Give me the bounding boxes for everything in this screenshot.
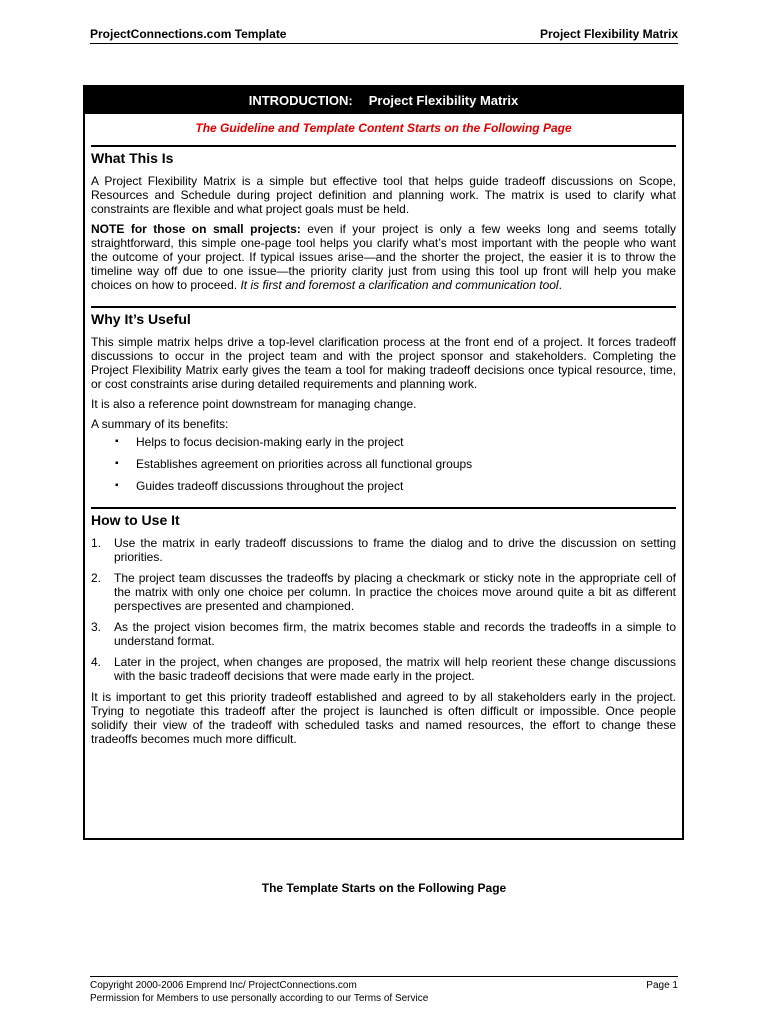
list-item bbox=[91, 536, 676, 564]
note-end: . bbox=[558, 278, 562, 292]
introduction-box bbox=[83, 85, 684, 840]
why-summary-paragraph: A summary of its benefits: bbox=[91, 417, 229, 431]
intro-content bbox=[85, 145, 682, 746]
intro-label: INTRODUCTION: bbox=[248, 93, 353, 108]
step-text: The project team discusses the tradeoffs by placing a checkmark or sticky note in the appropriate cell of the matrix with only one choice per column. In practice the choices move around quite a bit as different perspectives are presented and championed. bbox=[114, 571, 676, 613]
why-paragraph: This simple matrix helps drive a top-level clarification process at the front end of a project. It forces tradeoff discussions to occur in the project team and with the project sponsor and stakeholders. Completing the Project Flexibility Matrix early gives the team a tool for making tradeoff decisions once typical resource, time, or cost constraints arise during detailed requirements and planning work. bbox=[91, 335, 676, 391]
header-right-title: Project Flexibility Matrix bbox=[539, 27, 678, 41]
intro-subtitle: The Guideline and Template Content Starts on the Following Page bbox=[195, 121, 572, 135]
header-left-title: ProjectConnections.com Template bbox=[90, 27, 287, 41]
page-footer bbox=[90, 976, 678, 1005]
how-closing-paragraph: It is important to get this priority tradeoff established and agreed to by all stakeholders early in the project. Trying to negotiate this tradeoff after the project is launched is often difficult or impossible. Once people solidify their view of the tradeoff with scheduled tasks and named resources, the effort to change these tradeoffs becomes much more difficult. bbox=[91, 690, 676, 746]
bullet-icon: ▪ bbox=[115, 480, 119, 491]
list-item bbox=[91, 457, 676, 471]
section-heading-why: Why It’s Useful bbox=[91, 306, 676, 329]
step-number: 3. bbox=[91, 620, 102, 634]
bullet-text: Guides tradeoff discussions throughout the project bbox=[136, 479, 404, 493]
bullet-text: Helps to focus decision-making early in the project bbox=[136, 435, 404, 449]
page-number: Page 1 bbox=[646, 980, 678, 991]
template-start-notice: The Template Starts on the Following Page bbox=[261, 881, 507, 895]
intro-bar bbox=[85, 87, 682, 114]
section-heading-how: How to Use It bbox=[91, 507, 676, 530]
bullet-icon: ▪ bbox=[115, 458, 119, 469]
list-item bbox=[91, 571, 676, 613]
note-italic: It is first and foremost a clarification and communication tool bbox=[240, 278, 559, 292]
step-text: As the project vision becomes firm, the matrix becomes stable and records the tradeoffs in a simple to understand format. bbox=[114, 620, 676, 648]
step-text: Use the matrix in early tradeoff discussions to frame the dialog and to drive the discussion on setting priorities. bbox=[114, 536, 676, 564]
note-text: even if your project is only a few weeks long and seems totally straightforward, this simple one-page tool helps you clarify what’s most important with the people who want the outcome of your project. If typical issues arise—and the shorter the project, the easier it is to throw the timeline way off due to one issue—the priority clarity just from using this tool up front will help you make choices on how to proceed. bbox=[91, 222, 676, 292]
list-item bbox=[91, 620, 676, 648]
list-item bbox=[91, 655, 676, 683]
why-change-paragraph: It is also a reference point downstream for managing change. bbox=[91, 397, 417, 411]
page-header bbox=[90, 25, 678, 44]
footer-permission: Permission for Members to use personally according to our Terms of Service bbox=[90, 993, 429, 1004]
note-paragraph bbox=[91, 222, 676, 292]
what-paragraph: A Project Flexibility Matrix is a simple but effective tool that helps guide tradeoff discussions on Scope, Resources and Schedule during project definition and planning work. The matrix is used to clarify what constraints are flexible and what project goals must be held. bbox=[91, 174, 676, 216]
footer-copyright: Copyright 2000-2006 Emprend Inc/ ProjectConnections.com bbox=[90, 980, 357, 991]
note-label: NOTE for those on small projects: bbox=[91, 222, 301, 236]
step-text: Later in the project, when changes are proposed, the matrix will help reorient these change discussions with the basic tradeoff decisions that were made early in the project. bbox=[114, 655, 676, 683]
step-number: 4. bbox=[91, 655, 102, 669]
how-steps-list bbox=[91, 536, 676, 683]
list-item bbox=[91, 435, 676, 449]
step-number: 1. bbox=[91, 536, 102, 550]
intro-title: Project Flexibility Matrix bbox=[368, 93, 519, 108]
bullet-icon: ▪ bbox=[115, 436, 119, 447]
step-number: 2. bbox=[91, 571, 102, 585]
section-heading-what: What This Is bbox=[91, 145, 676, 168]
list-item bbox=[91, 479, 676, 493]
bullet-text: Establishes agreement on priorities across all functional groups bbox=[136, 457, 473, 471]
benefits-list bbox=[91, 435, 676, 493]
